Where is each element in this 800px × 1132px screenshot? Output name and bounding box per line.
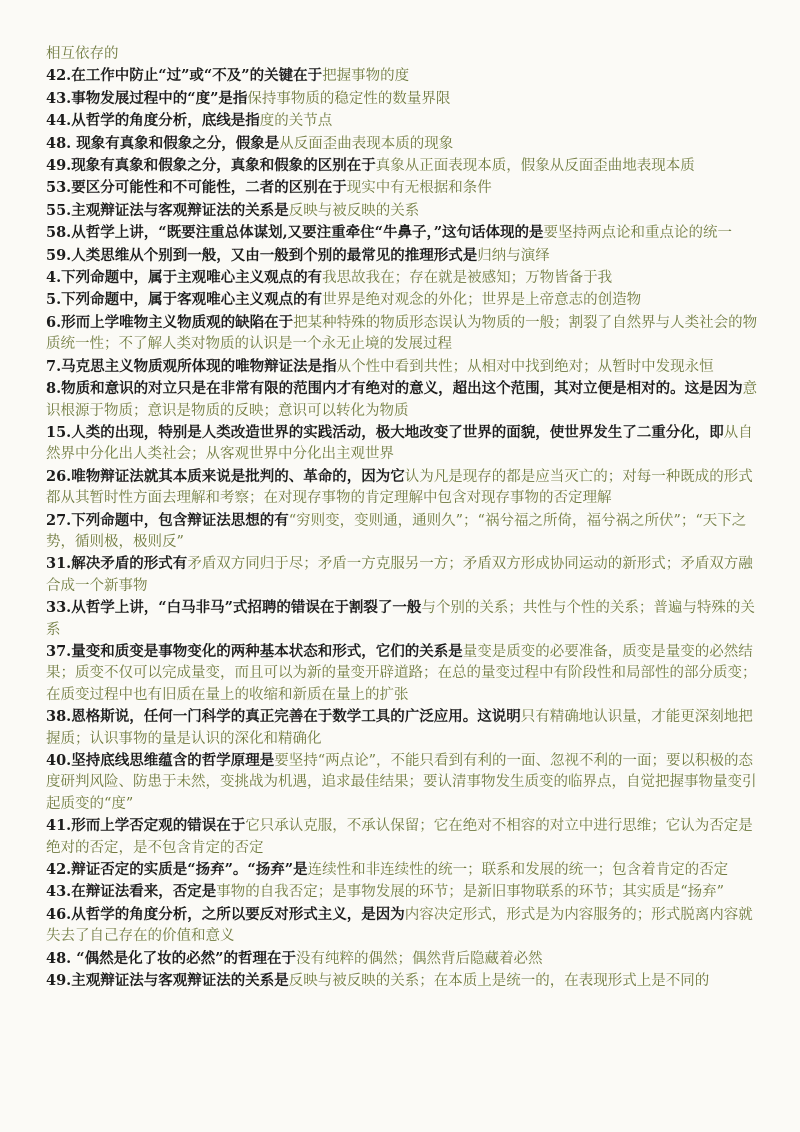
answer-text: 相互依存的 <box>46 46 119 62</box>
answer-text: 反映与被反映的关系；在本质上是统一的，在表现形式上是不同的 <box>288 973 710 990</box>
answer-text: 意识根源于物质；意识是物质的反映；意识可以转化为物质 <box>46 381 758 419</box>
question-text: 6.形而上学唯物主义物质观的缺陷在于 <box>46 313 294 331</box>
qa-item <box>46 245 758 267</box>
qa-item <box>46 641 758 706</box>
qa-item <box>46 356 758 378</box>
qa-item <box>46 155 758 177</box>
question-text: 43.在辩证法看来，否定是 <box>46 883 217 901</box>
qa-item <box>46 312 758 356</box>
answer-text: 只有精确地认识量，才能更深刻地把握质；认识事物的量是认识的深化和精确化 <box>46 709 753 747</box>
answer-text: 矛盾双方同归于尽；矛盾一方克服另一方；矛盾双方形成协同运动的新形式；矛盾双方融合成一个新事物 <box>46 556 753 594</box>
answer-text: 事物的自我否定；是事物发展的环节；是新旧事物联系的环节；其实质是“扬弃” <box>216 884 725 901</box>
answer-text: 真象从正面表现本质，假象从反面歪曲地表现本质 <box>375 158 695 175</box>
answer-text: 从个性中看到共性；从相对中找到绝对；从暂时中发现永恒 <box>336 358 714 375</box>
question-text: 15.人类的出现，特别是人类改造世界的实践活动，极大地改变了世界的面貌，使世界发生了二重分化，即 <box>46 423 724 441</box>
answer-text: 归纳与演绎 <box>477 247 550 264</box>
answer-text: 内容决定形式，形式是为内容服务的；形式脱离内容就失去了自己存在的价值和意义 <box>46 906 753 945</box>
qa-item <box>46 110 758 132</box>
qa-item <box>46 970 758 992</box>
answer-text: 认为凡是现存的都是应当灭亡的；对每一种既成的形式都从其暂时性方面去理解和考察；在对现存事物的肯定理解中包含对现存事物的否定理解 <box>46 468 753 507</box>
answer-text: 从反面歪曲表现本质的现象 <box>279 135 454 152</box>
qa-item <box>46 177 758 199</box>
qa-item <box>46 88 758 110</box>
question-text: 59.人类思维从个别到一般，又由一般到个别的最常见的推理形式是 <box>46 246 478 264</box>
answer-text: 反映与被反映的关系 <box>288 202 420 219</box>
answer-text: 现实中有无根据和条件 <box>346 180 492 197</box>
question-text: 33.从哲学上讲，“白马非马”式招聘的错误在于割裂了一般 <box>46 599 422 617</box>
question-text: 48. 现象有真象和假象之分，假象是 <box>46 134 280 152</box>
answer-text: 保持事物质的稳定性的数量界限 <box>247 90 451 107</box>
qa-item <box>46 422 758 466</box>
question-text: 4.下列命题中，属于主观唯心主义观点的有 <box>46 269 323 287</box>
qa-item <box>46 289 758 311</box>
answer-text: 度的关节点 <box>259 113 333 130</box>
qa-item <box>46 859 758 881</box>
qa-item <box>46 222 758 244</box>
qa-item <box>46 267 758 289</box>
qa-item <box>46 466 758 510</box>
answer-text: 没有纯粹的偶然；偶然背后隐藏着必然 <box>295 950 543 967</box>
answer-text: 要坚持两点论和重点论的统一 <box>543 225 733 242</box>
answer-text: 世界是绝对观念的外化；世界是上帝意志的创造物 <box>322 292 642 309</box>
answer-text: 要坚持“两点论”，不能只看到有利的一面、忽视不利的一面；要以积极的态度研判风险、防患于未然，变挑战为机遇，追求最佳结果；要认清事物发生质变的临界点，自觉把握事物量变引起质变的“度” <box>46 753 757 812</box>
answer-text: 把某种特殊的物质形态误认为物质的一般；割裂了自然界与人类社会的物质统一性；不了解人类对物质的认识是一个永无止境的发展过程 <box>46 314 758 353</box>
answer-text: “穷则变，变则通，通则久”；“祸兮福之所倚，福兮祸之所伏”；“天下之势，循则极，极则反” <box>46 512 747 550</box>
question-text: 44.从哲学的角度分析，底线是指 <box>46 112 260 130</box>
qa-item <box>46 510 758 554</box>
question-text: 31.解决矛盾的形式有 <box>46 555 188 573</box>
qa-item <box>46 881 758 903</box>
answer-text: 把握事物的度 <box>322 68 410 85</box>
question-text: 49.主观辩证法与客观辩证法的关系是 <box>46 972 289 990</box>
qa-item <box>46 706 758 750</box>
qa-item <box>46 815 758 859</box>
question-text: 42.辩证否定的实质是“扬弃”。“扬弃”是 <box>46 861 308 879</box>
qa-item <box>46 378 758 422</box>
qa-item <box>46 597 758 641</box>
answer-text: 量变是质变的必要准备，质变是量变的必然结果；质变不仅可以完成量变，而且可以为新的量变开辟道路；在总的量变过程中有阶段性和局部性的部分质变；在质变过程中也有旧质在量上的收缩和新质在量上的扩张 <box>46 643 757 703</box>
question-text: 38.恩格斯说，任何一门科学的真正完善在于数学工具的广泛应用。这说明 <box>46 708 521 726</box>
question-text: 49.现象有真象和假象之分，真象和假象的区别在于 <box>46 157 376 175</box>
qa-item <box>46 948 758 970</box>
question-text: 5.下列命题中，属于客观唯心主义观点的有 <box>46 291 323 309</box>
question-text: 42.在工作中防止“过”或“不及”的关键在于 <box>46 67 323 85</box>
qa-item <box>46 200 758 222</box>
qa-item <box>46 133 758 155</box>
answer-text: 与个别的关系；共性与个性的关系；普遍与特殊的关系 <box>46 600 755 638</box>
question-text: 53.要区分可能性和不可能性，二者的区别在于 <box>46 179 347 197</box>
qa-item <box>46 65 758 87</box>
answer-text: 它只承认克服，不承认保留；它在绝对不相容的对立中进行思维；它认为否定是绝对的否定，是不包含肯定的否定 <box>46 818 753 856</box>
question-text: 27.下列命题中，包含辩证法思想的有 <box>46 511 289 529</box>
question-text: 37.量变和质变是事物变化的两种基本状态和形式，它们的关系是 <box>46 642 463 660</box>
qa-item <box>46 904 758 948</box>
question-text: 26.唯物辩证法就其本质来说是批判的、革命的，因为它 <box>46 467 405 485</box>
question-text: 55.主观辩证法与客观辩证法的关系是 <box>46 201 289 219</box>
question-text: 48. “偶然是化了妆的必然”的哲理在于 <box>46 949 296 967</box>
question-text: 43.事物发展过程中的“度”是指 <box>46 89 248 107</box>
question-text: 58.从哲学上讲，“既要注重总体谋划,又要注重牵住“牛鼻子，”这句话体现的是 <box>46 224 544 242</box>
answer-text: 从自然界中分化出人类社会；从客观世界中分化出主观世界 <box>46 424 753 463</box>
answer-text: 我思故我在；存在就是被感知；万物皆备于我 <box>322 270 613 287</box>
qa-item <box>46 44 758 65</box>
qa-list <box>46 44 758 992</box>
question-text: 46.从哲学的角度分析，之所以要反对形式主义，是因为 <box>46 905 405 923</box>
question-text: 41.形而上学否定观的错误在于 <box>46 817 246 835</box>
qa-item <box>46 750 758 815</box>
question-text: 40.坚持底线思维蕴含的哲学原理是 <box>46 752 275 769</box>
qa-item <box>46 553 758 597</box>
question-text: 7.马克思主义物质观所体现的唯物辩证法是指 <box>46 357 337 375</box>
question-text: 8.物质和意识的对立只是在非常有限的范围内才有绝对的意义，超出这个范围，其对立便是相对的。这是因为 <box>46 380 743 398</box>
answer-text: 连续性和非连续性的统一；联系和发展的统一；包含着肯定的否定 <box>307 862 729 879</box>
